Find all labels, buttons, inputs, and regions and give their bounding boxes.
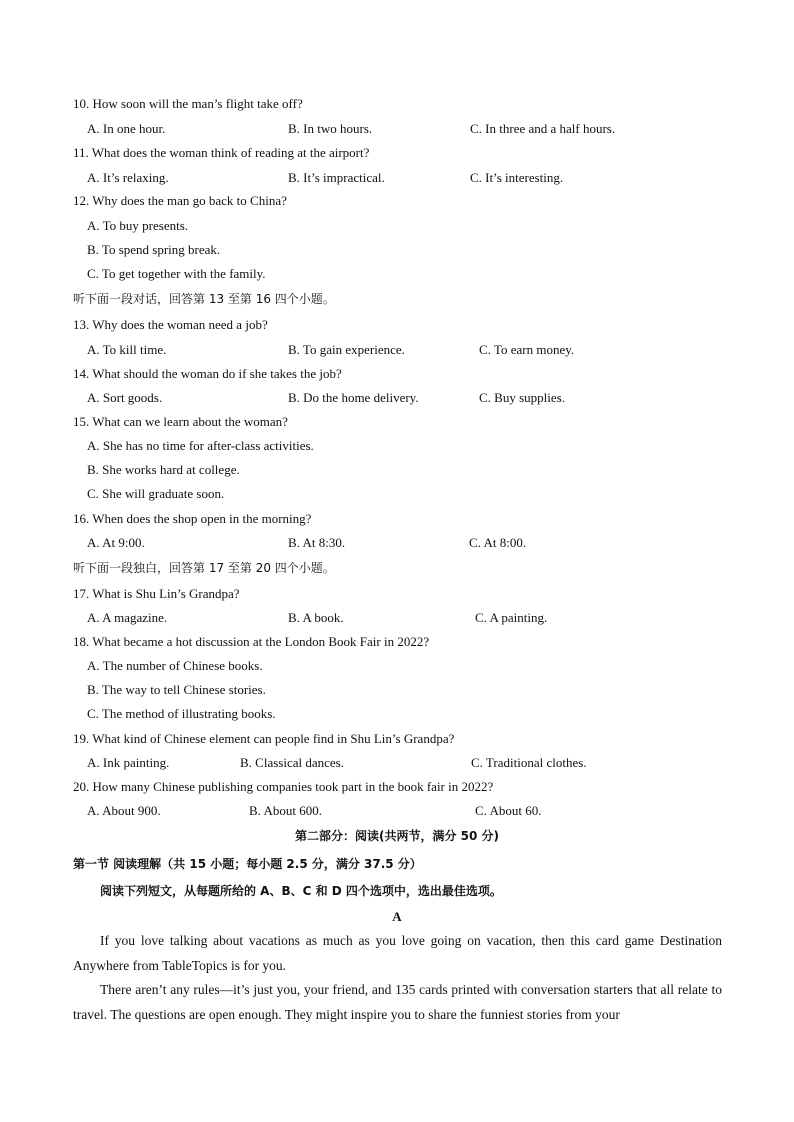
q14-option-b: B. Do the home delivery. — [288, 390, 419, 405]
part-two-heading: 第二部分：阅读(共两节，满分 50 分) — [294, 829, 500, 843]
q12-option-a: A. To buy presents. — [87, 218, 189, 233]
q11-option-a: A. It’s relaxing. — [87, 170, 169, 185]
question-20: 20. How many Chinese publishing companies took part in the book fair in 2022? — [73, 779, 494, 794]
q10-option-a: A. In one hour. — [87, 121, 166, 136]
q20-option-b: B. About 600. — [249, 803, 322, 818]
q20-option-c: C. About 60. — [475, 803, 542, 818]
q10-option-c: C. In three and a half hours. — [470, 121, 616, 136]
reading-directions: 阅读下列短文，从每题所给的 A、B、C 和 D 四个选项中，选出最佳选项。 — [100, 884, 502, 898]
instruction-monologue-17-20: 听下面一段独白，回答第 17 至第 20 四个小题。 — [73, 561, 335, 575]
q10-option-b: B. In two hours. — [288, 121, 373, 136]
q19-option-c: C. Traditional clothes. — [471, 755, 587, 770]
passage-label: A — [392, 909, 402, 924]
q16-option-b: B. At 8:30. — [288, 535, 346, 550]
q14-option-a: A. Sort goods. — [87, 390, 163, 405]
q12-option-c: C. To get together with the family. — [87, 266, 266, 281]
passage-paragraph-2: There aren’t any rules—it’s just you, your friend, and 135 cards printed with conversation starters that all relate to travel. The questions are open enough. They might inspire you to share the funniest stories from your — [73, 982, 722, 1022]
q18-option-a: A. The number of Chinese books. — [87, 658, 263, 673]
q14-option-c: C. Buy supplies. — [479, 390, 565, 405]
q19-option-a: A. Ink painting. — [87, 755, 170, 770]
section-one-heading: 第一节 阅读理解（共 15 小题；每小题 2.5 分，满分 37.5 分） — [73, 857, 422, 871]
question-12: 12. Why does the man go back to China? — [73, 193, 287, 208]
question-11: 11. What does the woman think of reading at the airport? — [73, 145, 370, 160]
q15-option-b: B. She works hard at college. — [87, 462, 240, 477]
q16-option-c: C. At 8:00. — [469, 535, 527, 550]
q17-option-a: A. A magazine. — [87, 610, 168, 625]
question-13: 13. Why does the woman need a job? — [73, 317, 268, 332]
q18-option-c: C. The method of illustrating books. — [87, 706, 276, 721]
q20-option-a: A. About 900. — [87, 803, 161, 818]
q17-option-b: B. A book. — [288, 610, 344, 625]
question-17: 17. What is Shu Lin’s Grandpa? — [73, 586, 240, 601]
q15-option-a: A. She has no time for after-class activities. — [87, 438, 314, 453]
question-18: 18. What became a hot discussion at the London Book Fair in 2022? — [73, 634, 430, 649]
q16-option-a: A. At 9:00. — [87, 535, 145, 550]
question-19: 19. What kind of Chinese element can people find in Shu Lin’s Grandpa? — [73, 731, 455, 746]
q19-option-b: B. Classical dances. — [240, 755, 344, 770]
q11-option-c: C. It’s interesting. — [470, 170, 564, 185]
q13-option-b: B. To gain experience. — [288, 342, 405, 357]
q12-option-b: B. To spend spring break. — [87, 242, 221, 257]
q13-option-a: A. To kill time. — [87, 342, 167, 357]
passage-paragraph-1: If you love talking about vacations as much as you love going on vacation, then this card game Destination Anywhere from TableTopics is for you. — [73, 933, 722, 973]
question-14: 14. What should the woman do if she takes the job? — [73, 366, 342, 381]
instruction-dialog-13-16: 听下面一段对话，回答第 13 至第 16 四个小题。 — [73, 292, 335, 306]
q15-option-c: C. She will graduate soon. — [87, 486, 225, 501]
question-10: 10. How soon will the man’s flight take off? — [73, 96, 303, 111]
q17-option-c: C. A painting. — [475, 610, 548, 625]
question-16: 16. When does the shop open in the morning? — [73, 511, 312, 526]
q18-option-b: B. The way to tell Chinese stories. — [87, 682, 266, 697]
question-15: 15. What can we learn about the woman? — [73, 414, 288, 429]
q13-option-c: C. To earn money. — [479, 342, 575, 357]
q11-option-b: B. It’s impractical. — [288, 170, 385, 185]
